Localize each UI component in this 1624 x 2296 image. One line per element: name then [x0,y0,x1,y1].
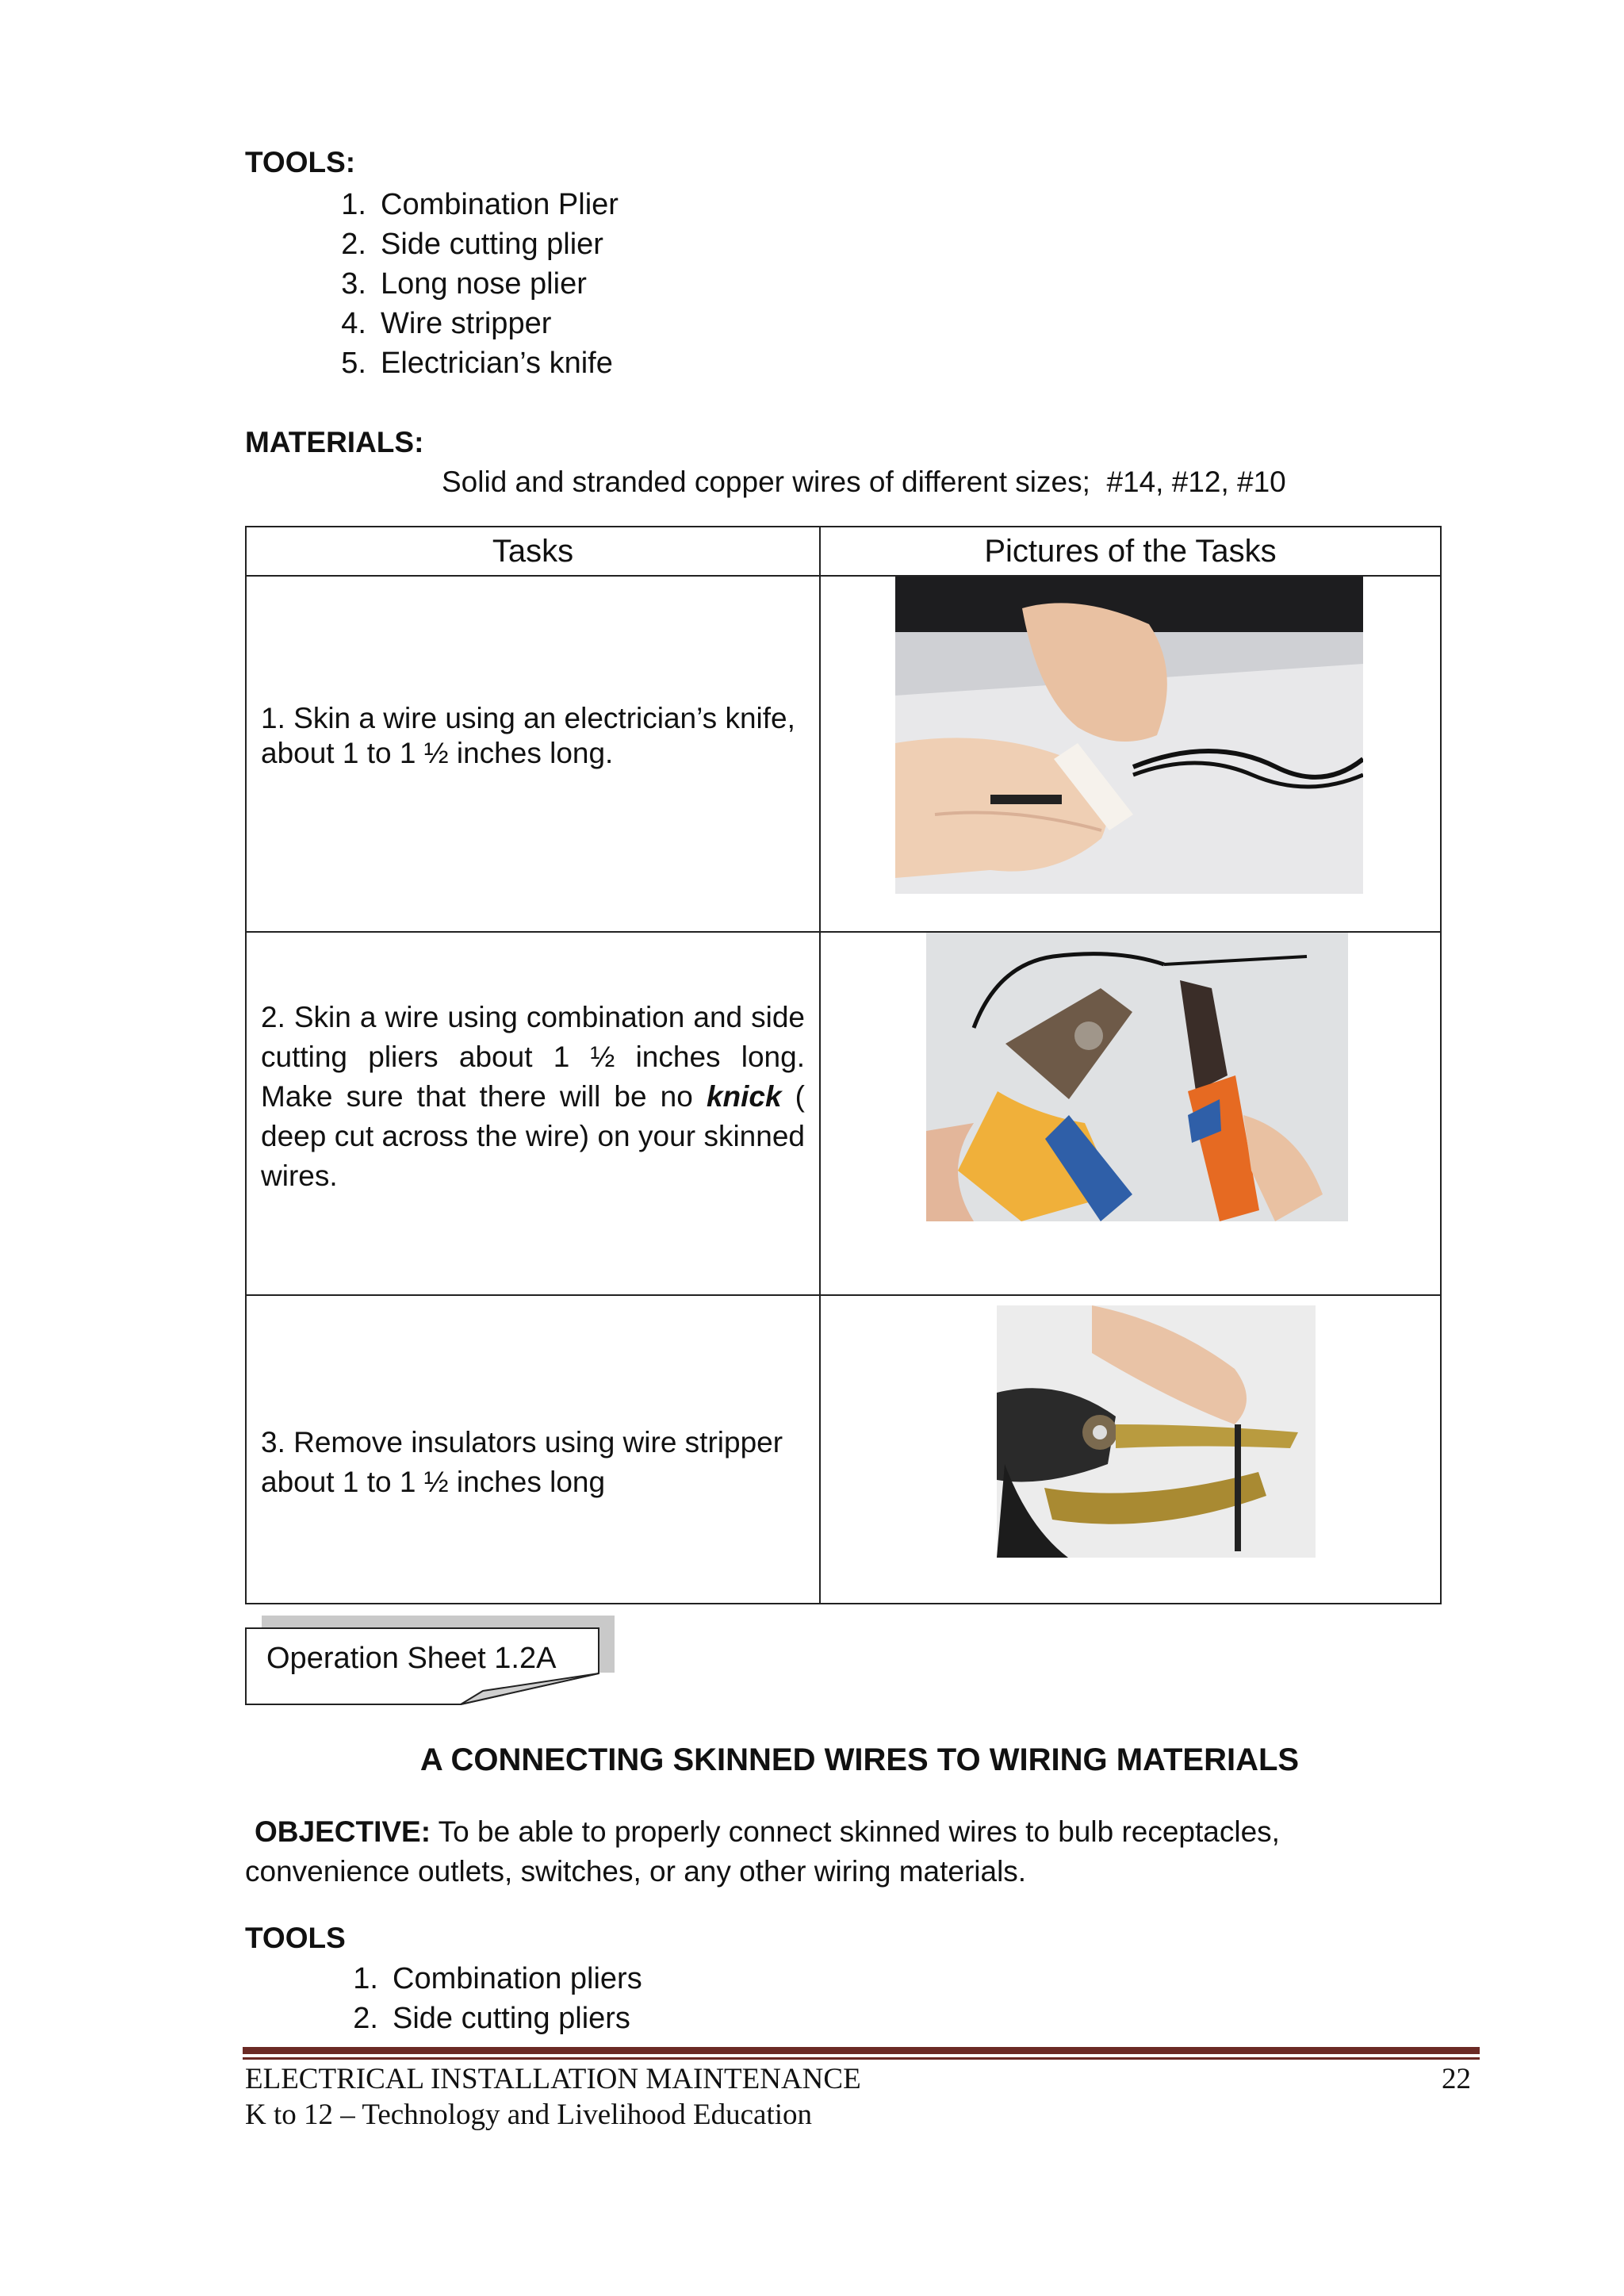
tools-list [317,185,619,383]
column-header-pictures: Pictures of the Tasks [820,527,1441,576]
task-description: 3. Remove insulators using wire stripper about 1 to 1 ½ inches long [261,1426,783,1498]
list-item: 5. Electrician’s knife [341,347,613,380]
picture-cell [820,1295,1441,1604]
list-item: 4. Wire stripper [341,307,552,340]
wire-stripper-photo [997,1305,1316,1558]
page-number: 22 [1442,2063,1471,2095]
tools-heading-2: TOOLS [245,1922,346,1954]
task-cell [246,576,820,932]
list-item: 2. Side cutting plier [341,228,603,261]
picture-cell [820,576,1441,932]
knife-skinning-photo [895,577,1363,894]
column-header-tasks: Tasks [246,527,820,576]
task-cell [246,932,820,1295]
objective-label: OBJECTIVE: [255,1815,431,1848]
footer-divider-thick [243,2047,1480,2054]
objective-text: To be able to properly connect skinned wires to bulb receptacles, convenience outlets, switches, or any other wiring materials. [245,1815,1280,1888]
table-row [246,932,1441,1295]
table-row [246,576,1441,932]
task-description: 2. Skin a wire using combination and side cutting pliers about 1 ½ inches long. Make sure that there will be no knick ( deep cut across the wire) on your skinned wires. [261,1001,805,1192]
task-cell [246,1295,820,1604]
tools-list-2 [329,1959,642,2038]
footer-subtitle: K to 12 – Technology and Livelihood Education [245,2099,813,2131]
task-description: 1. Skin a wire using an electrician’s knife, about 1 to 1 ½ inches long. [261,702,795,769]
list-item: 3. Long nose plier [341,267,587,301]
list-item: 1. Combination Plier [341,188,619,221]
tools-heading: TOOLS: [245,146,356,178]
materials-text: Solid and stranded copper wires of different sizes; #14, #12, #10 [442,466,1286,498]
objective-paragraph [245,1812,1371,1892]
list-item: 2. Side cutting pliers [353,2002,630,2035]
materials-heading: MATERIALS: [245,426,424,458]
section-title: A CONNECTING SKINNED WIRES TO WIRING MATERIALS [419,1742,1300,1777]
tasks-table [245,526,1442,1604]
pliers-skinning-photo [926,933,1348,1221]
list-item: 1. Combination pliers [353,1962,642,1995]
knick-emphasis: knick [706,1080,782,1113]
footer-divider-thin [243,2057,1480,2060]
table-row [246,1295,1441,1604]
operation-sheet-label: Operation Sheet 1.2A [266,1642,557,1675]
table-header-row [246,527,1441,576]
footer-title: ELECTRICAL INSTALLATION MAINTENANCE [245,2063,861,2095]
picture-cell [820,932,1441,1295]
